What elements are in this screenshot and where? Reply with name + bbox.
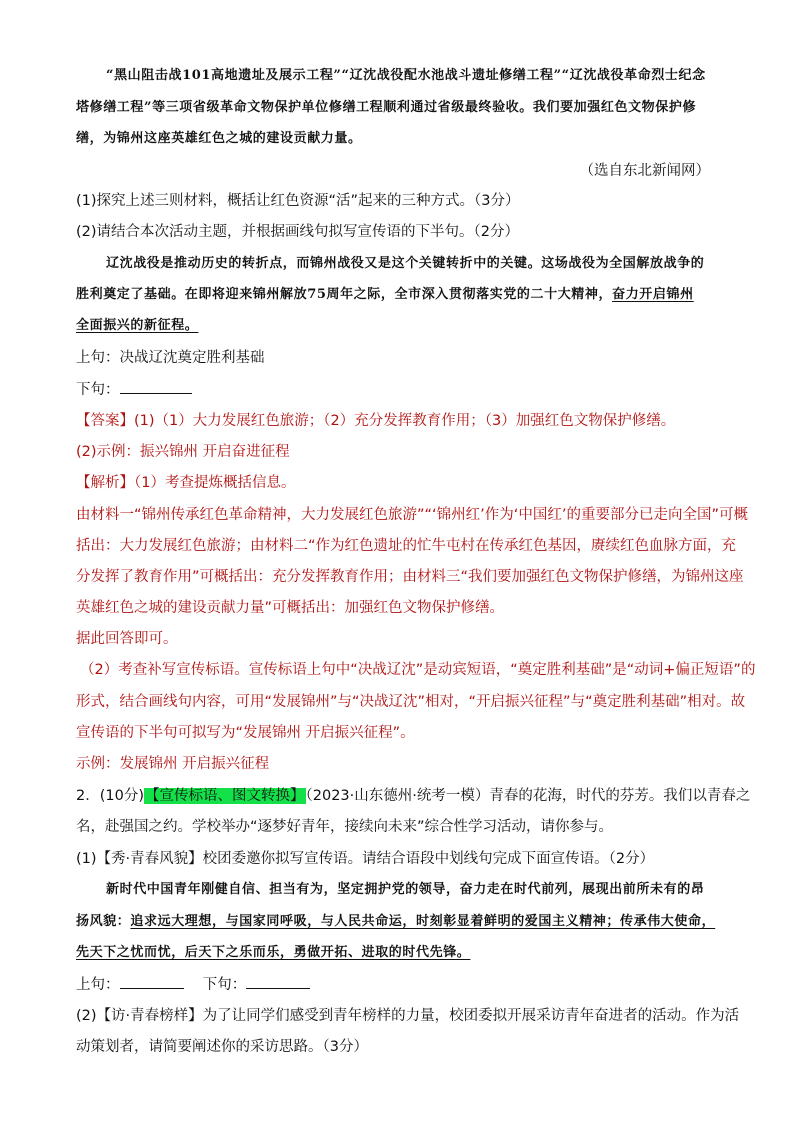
q2-sub2-line-1: (2)【访·青春榜样】为了让同学们感受到青年榜样的力量，校团委拟开展采访青年奋进者的活动。作为活 [76,1008,740,1024]
q2-upper-label: 上句： [76,977,120,993]
analysis-p2-line-2: 形式，结合画线句内容，可用“发展锦州”与“决战辽沈”相对，“开启振兴征程”与“奠定胜利基础”相对。故 [76,694,746,710]
material3-line-3: 缮，为锦州这座英雄红色之城的建设贡献力量。 [76,131,362,146]
analysis-p1-head: （1）考查提炼概括信息。 [134,475,296,491]
q1-lower-line [76,379,192,400]
analysis-p1-line-2: 括出：大力发展红色旅游；由材料二“作为红色遗址的忙牛屯村在传承红色基因，赓续红色血脉方面，充 [76,538,737,554]
q2-number: 2．(10分) [76,788,144,804]
q2-passage-line-2-text: 扬风貌： [76,914,131,929]
q2-answer-line [76,974,310,995]
q2-passage-line-2 [76,912,715,932]
q1-sub2: (2)请结合本次活动主题，并根据画线句拟写宣传语的下半句。（2分） [76,224,520,240]
q2-sub2-line-2: 动策划者，请简要阐述你的采访思路。（3分） [76,1039,368,1055]
material3-source: （选自东北新闻网） [579,163,710,179]
q1-sub1: (1)探究上述三则材料，概括让红色资源“活”起来的三种方式。（3分） [76,193,520,209]
q2-lower-blank [246,974,310,989]
analysis-p2-line-3: 宣传语的下半句可拟写为“发展锦州 开启振兴征程”。 [76,725,415,741]
q2-topic-tag: 【宣传标语、图文转换】 [145,788,305,804]
q2-passage-line-1: 新时代中国青年刚健自信、担当有为，坚定拥护党的领导，奋力走在时代前列，展现出前所未有的昂 [106,882,705,897]
analysis-head [76,473,295,493]
q1-underlined-sentence-start: 奋力开启锦州 [612,287,694,302]
q2-intro-text: （2023·山东德州·统考一模）青春的花海，时代的芬芳。我们以青春之 [305,788,751,804]
q2-lower-label: 下句： [202,977,247,993]
q2-intro-line-1 [76,786,750,806]
q2-underlined-sentence-end: 先天下之忧而忧，后天下之乐而乐，勇做开拓、进取的时代先锋。 [76,945,471,960]
analysis-p1-line-1: 由材料一“锦州传承红色革命精神，大力发展红色旅游”“‘锦州红’作为‘中国红’的重要部分已走向全国”可概 [76,507,748,523]
q1-upper-line: 上句：决战辽沈奠定胜利基础 [76,350,265,366]
q2-intro-line-2: 名，赴强国之约。学校举办“逐梦好青年，接续向未来”综合性学习活动，请你参与。 [76,819,614,835]
answer-part-2: (2)示例：振兴锦州 开启奋进征程 [76,444,290,460]
answer-line-1 [76,411,675,431]
analysis-p1-line-4: 英雄红色之城的建设贡献力量”可概括出：加强红色文物保护修缮。 [76,600,505,616]
analysis-p2-example: 示例：发展锦州 开启振兴征程 [76,756,270,772]
analysis-p1-line-3: 分发挥了教育作用”可概括出：充分发挥教育作用；由材料三“我们要加强红色文物保护修缮，为锦州这座 [76,569,744,585]
q1-passage-line-1: 辽沈战役是推动历史的转折点，而锦州战役又是这个关键转折中的关键。这场战役为全国解放战争的 [106,256,705,271]
material3-line-1: “黑山阻击战101高地遗址及展示工程”“辽沈战役配水池战斗遗址修缮工程”“辽沈战役革命烈士纪念 [106,68,706,83]
analysis-p1-end: 据此回答即可。 [76,631,178,647]
q2-upper-blank [120,974,184,989]
q2-sub1: (1)【秀·青春风貌】校团委邀你拟写宣传语。请结合语段中划线句完成下面宣传语。（2分） [76,851,655,867]
answer-part-1: (1)（1）大力发展红色旅游；（2）充分发挥教育作用；（3）加强红色文物保护修缮。 [134,413,676,429]
answer-label: 【答案】 [76,413,134,429]
q1-passage-line-2 [76,285,694,305]
q1-passage-line-2-text: 胜利奠定了基础。在即将迎来锦州解放75周年之际，全市深入贯彻落实党的二十大精神， [76,287,613,302]
q1-underlined-sentence-end: 全面振兴的新征程。 [76,318,199,333]
analysis-label: 【解析】 [76,475,134,491]
q2-underlined-sentence-start: 追求远大理想，与国家同呼吸，与人民共命运，时刻彰显着鲜明的爱国主义精神；传承伟大使命， [130,914,716,929]
q1-lower-label: 下句： [76,382,120,398]
analysis-p2-line-1: （2）考查补写宣传标语。宣传标语上句中“决战辽沈”是动宾短语，“奠定胜利基础”是“动词+偏正短语”的 [80,662,756,678]
q1-lower-blank [120,379,192,394]
material3-line-2: 塔修缮工程”等三项省级革命文物保护单位修缮工程顺利通过省级最终验收。我们要加强红色文物保护修 [76,100,697,115]
